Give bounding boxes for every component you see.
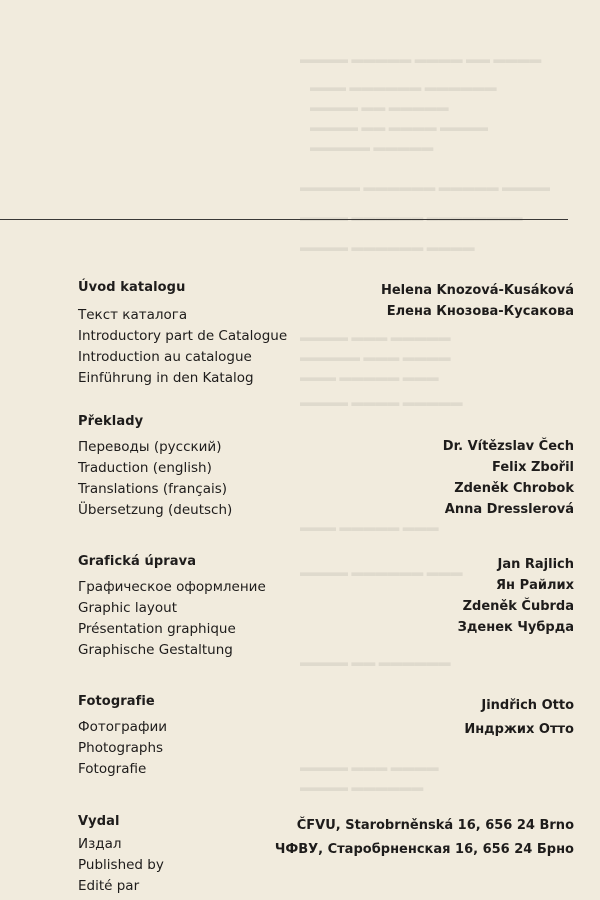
label-line: Фотографии [78, 719, 168, 735]
section-heading: Grafická úprava [78, 554, 197, 569]
section-heading: Fotografie [78, 694, 155, 709]
label-line: Текст каталога [78, 307, 188, 323]
credit-name: ČFVU, Starobrněnská 16, 656 24 Brno [296, 818, 574, 833]
credit-name: Dr. Vítězslav Čech [442, 439, 574, 454]
label-line: Traduction (english) [78, 460, 212, 476]
credit-name: Jindřich Otto [481, 698, 574, 713]
label-line: Graphic layout [78, 600, 177, 616]
section-credits [458, 554, 574, 638]
credit-name: Zdeněk Chrobok [454, 481, 574, 496]
section-labels [78, 414, 232, 521]
section-heading: Úvod katalogu [78, 280, 186, 295]
section-labels [78, 814, 164, 897]
label-line: Graphische Gestaltung [78, 642, 233, 658]
section-heading: Překlady [78, 414, 144, 429]
show-through-texture: ▬▬▬▬ ▬▬▬▬▬ ▬▬▬▬ ▬▬ ▬▬▬▬ ▬▬▬ ▬▬▬▬▬▬ ▬▬▬▬▬▬ ▬▬▬▬ ▬▬ ▬▬▬▬▬ ▬▬▬▬ ▬▬ ▬▬▬▬ ▬▬▬▬ ▬▬▬▬▬ ▬▬▬▬▬ ▬▬▬▬▬ ▬▬▬▬▬▬ ▬▬▬▬▬ ▬▬▬▬ ▬▬▬▬ ▬▬▬▬▬▬ ▬▬▬▬▬▬▬▬ ▬▬▬▬ ▬▬▬▬▬▬ ▬▬▬▬ ▬▬▬▬ ▬▬▬ ▬▬▬▬▬ ▬▬▬▬▬ ▬▬▬ ▬▬▬▬ ▬▬▬ ▬▬▬▬▬ ▬▬▬ ▬▬▬▬ ▬▬▬▬ ▬▬▬▬▬ ▬▬▬ ▬▬▬▬▬ ▬▬▬ ▬▬▬▬ ▬▬▬▬▬▬ ▬▬▬ ▬▬▬▬ ▬▬ ▬▬▬▬▬▬ ▬▬▬▬ ▬▬▬ ▬▬▬▬ ▬▬▬▬ ▬▬▬▬▬▬ [300, 52, 551, 794]
section-labels [78, 554, 266, 661]
label-line: Introduction au catalogue [78, 349, 252, 365]
credit-name: Елена Кнозова-Кусакова [386, 304, 574, 319]
label-line: Published by [78, 857, 164, 873]
label-line: Переводы (русский) [78, 439, 222, 455]
label-line: Photographs [78, 740, 164, 756]
label-line: Translations (français) [78, 481, 228, 497]
label-line: Introductory part de Catalogue [78, 328, 288, 344]
label-line: Издал [78, 836, 122, 852]
section-labels [78, 280, 287, 389]
credit-name: Helena Knozová-Kusáková [380, 283, 574, 298]
label-line: Графическое оформление [78, 579, 266, 595]
section-credits [381, 280, 574, 322]
label-line: Einführung in den Katalog [78, 370, 254, 386]
section-credits [464, 694, 574, 742]
horizontal-rule [0, 219, 568, 220]
label-line: Fotografie [78, 761, 147, 777]
section-labels [78, 694, 167, 780]
credit-name: Zdeněk Čubrda [462, 599, 574, 614]
credit-name: Индржих Отто [464, 722, 574, 737]
credit-name: Ян Райлих [496, 578, 574, 593]
section-credits [275, 814, 574, 862]
label-line: Übersetzung (deutsch) [78, 502, 233, 518]
credit-name: Anna Dresslerová [444, 502, 574, 517]
credit-name: Jan Rajlich [497, 557, 574, 572]
section-credits [443, 436, 574, 520]
label-line: Présentation graphique [78, 621, 236, 637]
credit-name: Felix Zbořil [492, 460, 574, 475]
section-heading: Vydal [78, 814, 120, 829]
label-line: Edité par [78, 878, 140, 894]
credit-name: Зденек Чубрда [457, 620, 574, 635]
credit-name: ЧФВУ, Старобрненская 16, 656 24 Брно [274, 842, 574, 857]
